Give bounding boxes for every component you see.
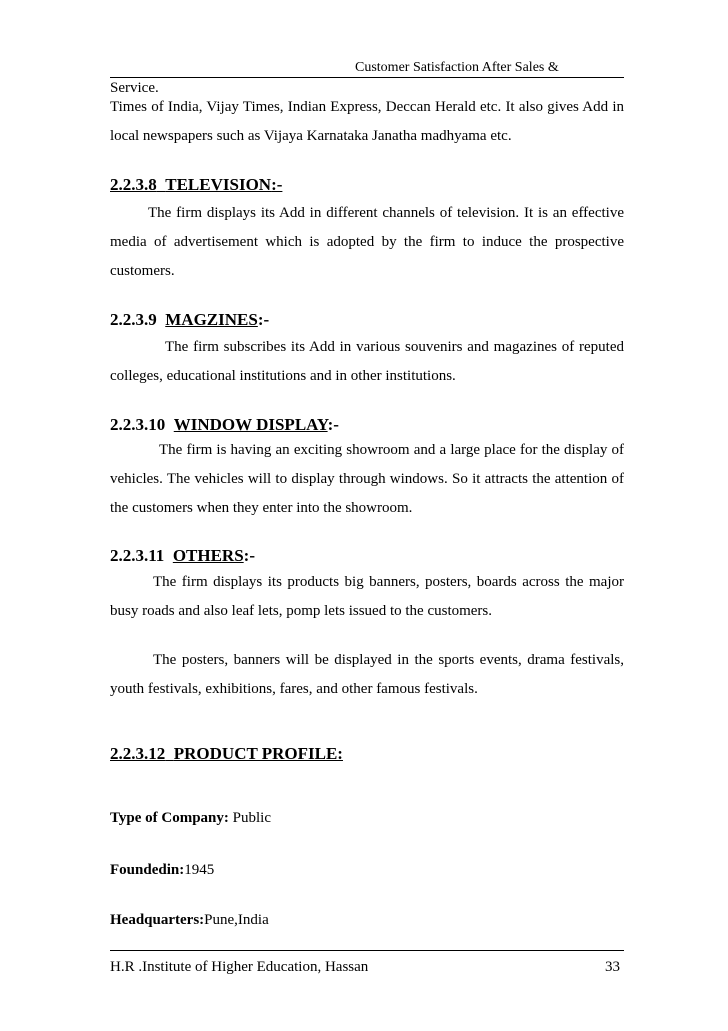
profile-founded-in <box>110 861 214 879</box>
section-magazines-paragraph: The firm subscribes its Add in various souvenirs and magazines of reputed colleges, educational institutions and in other institutions. <box>110 339 624 384</box>
profile-value: Public <box>228 810 271 826</box>
section-title: WINDOW DISPLAY <box>173 415 328 434</box>
profile-label: Foundedin: <box>110 862 185 878</box>
section-suffix: :- <box>327 415 339 434</box>
section-television-heading <box>110 175 282 195</box>
section-number: 2.2.3.10 <box>110 415 166 434</box>
header-rule <box>110 77 624 78</box>
profile-label: Type of Company: <box>110 810 229 826</box>
section-others-paragraph-1: The firm displays its products big banners, posters, boards across the major busy roads and also leaf lets, pomp lets issued to the customers. <box>110 574 624 619</box>
section-suffix: :- <box>257 310 270 329</box>
section-magazines-heading <box>110 310 269 330</box>
section-title: OTHERS <box>172 546 244 565</box>
footer-rule <box>110 950 624 951</box>
section-number: 2.2.3.12 <box>110 744 166 763</box>
running-header: Customer Satisfaction After Sales & <box>355 60 559 75</box>
section-title: MAGZINES <box>165 310 258 329</box>
section-suffix: :- <box>243 546 255 565</box>
footer-institution: H.R .Institute of Higher Education, Hassan <box>110 959 369 975</box>
section-window-display-heading <box>110 415 339 435</box>
intro-continuation: Service. <box>110 80 159 96</box>
section-window-display-paragraph: The firm is having an exciting showroom and a large place for the display of vehicles. The vehicles will to display through windows. So it attracts the attention of the customers when they enter into the showroom. <box>110 442 624 516</box>
section-title: PRODUCT PROFILE: <box>173 744 343 763</box>
section-number: 2.2.3.9 <box>110 310 157 329</box>
section-title: TELEVISION <box>165 175 272 194</box>
profile-headquarters <box>110 911 269 929</box>
page-number: 33 <box>605 959 620 975</box>
section-number: 2.2.3.11 <box>110 546 165 565</box>
section-others-heading <box>110 546 255 566</box>
profile-value: 1945 <box>184 862 215 878</box>
section-suffix: :- <box>271 175 283 194</box>
section-number: 2.2.3.8 <box>110 175 157 194</box>
intro-paragraph: Times of India, Vijay Times, Indian Express, Deccan Herald etc. It also gives Add in local newspapers such as Vijaya Karnataka Janatha madhyama etc. <box>110 99 624 144</box>
section-television-paragraph: The firm displays its Add in different channels of television. It is an effective media of advertisement which is adopted by the firm to induce the prospective customers. <box>110 205 624 279</box>
section-product-profile-heading <box>110 744 343 764</box>
profile-type-of-company <box>110 809 271 827</box>
section-others-paragraph-2: The posters, banners will be displayed in the sports events, drama festivals, youth festivals, exhibitions, fares, and other famous festivals. <box>110 652 624 697</box>
profile-label: Headquarters: <box>110 912 205 928</box>
profile-value: Pune,India <box>204 912 269 928</box>
